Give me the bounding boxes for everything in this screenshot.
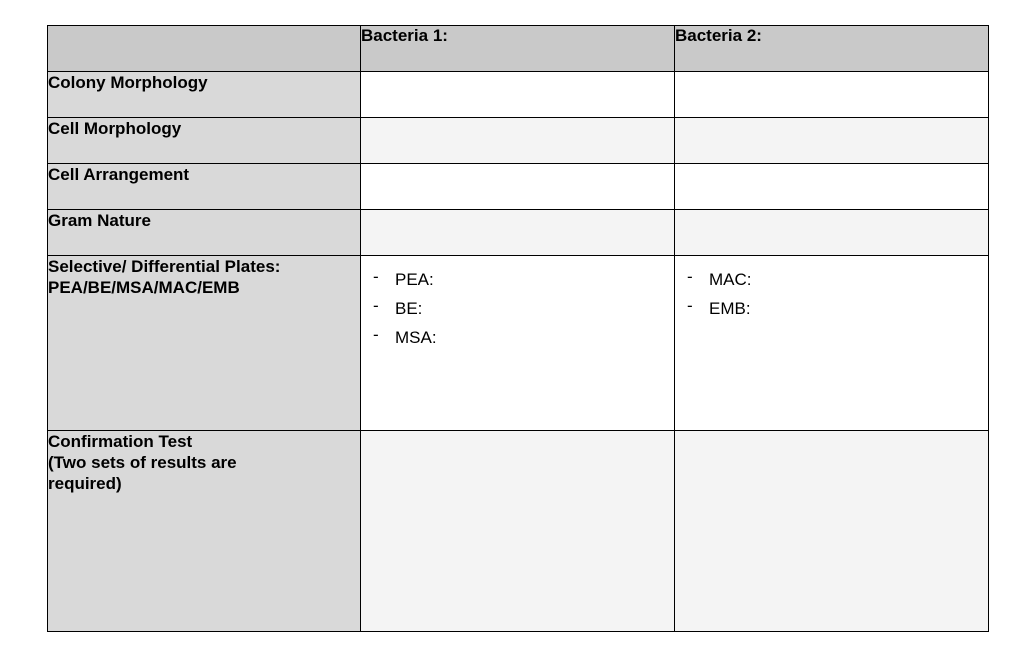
row-label-cell-morphology: Cell Morphology [48,118,361,164]
confirmation-label-line3: required) [48,474,122,493]
lab-worksheet-table [47,25,989,632]
cell-colony-morphology-bacteria-2[interactable] [675,72,989,118]
list-item [687,267,988,299]
cell-confirmation-test-bacteria-2[interactable] [675,431,989,632]
row-cell-arrangement [48,164,989,210]
selective-plates-label-line2: PEA/BE/MSA/MAC/EMB [48,278,240,297]
list-item [373,267,674,299]
plate-be-label: BE: [395,299,423,318]
plates-list-bacteria-1 [361,256,674,357]
row-colony-morphology [48,72,989,118]
confirmation-label-line1: Confirmation Test [48,432,193,451]
cell-cell-morphology-bacteria-2[interactable] [675,118,989,164]
header-bacteria-1: Bacteria 1: [361,26,675,72]
plate-pea-label: PEA: [395,270,434,289]
list-item [373,325,674,357]
cell-selective-plates-bacteria-1[interactable] [361,256,675,431]
row-label-selective-plates [48,256,361,431]
header-row [48,26,989,72]
row-label-gram-nature: Gram Nature [48,210,361,256]
cell-colony-morphology-bacteria-1[interactable] [361,72,675,118]
row-label-colony-morphology: Colony Morphology [48,72,361,118]
cell-confirmation-test-bacteria-1[interactable] [361,431,675,632]
dash-bullet: - [373,325,379,344]
dash-bullet: - [373,296,379,315]
cell-gram-nature-bacteria-2[interactable] [675,210,989,256]
dash-bullet: - [373,267,379,286]
selective-plates-label-line1: Selective/ Differential Plates: [48,257,281,276]
list-item [687,296,988,328]
plates-list-bacteria-2 [675,256,988,328]
row-cell-morphology [48,118,989,164]
row-confirmation-test [48,431,989,632]
row-label-confirmation-test [48,431,361,632]
dash-bullet: - [687,296,693,315]
plate-mac-label: MAC: [709,270,752,289]
cell-cell-arrangement-bacteria-2[interactable] [675,164,989,210]
header-bacteria-2: Bacteria 2: [675,26,989,72]
dash-bullet: - [687,267,693,286]
list-item [373,296,674,328]
confirmation-label-line2: (Two sets of results are [48,453,237,472]
cell-cell-arrangement-bacteria-1[interactable] [361,164,675,210]
cell-cell-morphology-bacteria-1[interactable] [361,118,675,164]
row-selective-plates [48,256,989,431]
row-label-cell-arrangement: Cell Arrangement [48,164,361,210]
plate-msa-label: MSA: [395,328,437,347]
row-gram-nature [48,210,989,256]
cell-gram-nature-bacteria-1[interactable] [361,210,675,256]
header-corner-cell [48,26,361,72]
plate-emb-label: EMB: [709,299,751,318]
cell-selective-plates-bacteria-2[interactable] [675,256,989,431]
